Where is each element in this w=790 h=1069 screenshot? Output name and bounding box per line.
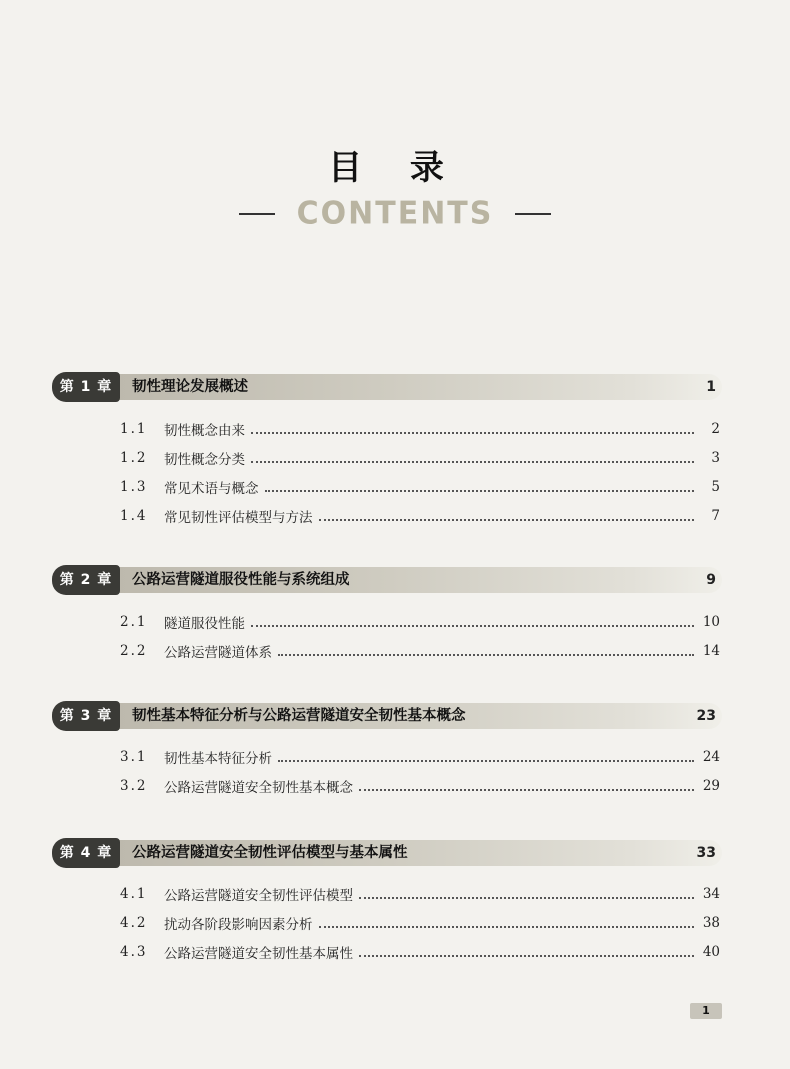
- entry-title: 韧性基本特征分析: [164, 751, 272, 767]
- chapter-label: 第 3 章: [52, 701, 120, 731]
- leader-dots: [359, 788, 694, 791]
- entry-number: 4.3: [120, 944, 148, 960]
- entry-page-number: 5: [711, 479, 720, 495]
- chapter-label: 第 1 章: [52, 372, 120, 402]
- entry-number: 3.1: [120, 749, 148, 765]
- toc-entry[interactable]: [120, 941, 720, 963]
- entry-page-number: 40: [702, 944, 720, 960]
- leader-dots: [251, 460, 694, 463]
- entry-page-number: 14: [702, 643, 720, 659]
- entry-title: 扰动各阶段影响因素分析: [164, 917, 313, 933]
- toc-entry[interactable]: [120, 883, 720, 905]
- entry-page-number: 38: [702, 915, 720, 931]
- entry-page-number: 34: [702, 886, 720, 902]
- page-subtitle: CONTENTS: [296, 195, 494, 232]
- entry-title: 常见韧性评估模型与方法: [164, 510, 313, 526]
- chapter-heading-4[interactable]: [52, 838, 722, 868]
- toc-entry[interactable]: [120, 505, 720, 527]
- entry-title: 公路运营隧道安全韧性基本概念: [164, 780, 353, 796]
- chapter-title: 韧性理论发展概述: [132, 379, 248, 395]
- toc-entry[interactable]: [120, 418, 720, 440]
- subtitle-rule-right: [515, 213, 551, 215]
- page-title: 目 录: [328, 148, 462, 188]
- subtitle-row: [0, 196, 790, 231]
- entry-page-number: 24: [702, 749, 720, 765]
- entry-number: 1.3: [120, 479, 148, 495]
- entry-page-number: 2: [711, 421, 720, 437]
- toc-entry[interactable]: [120, 476, 720, 498]
- chapter-title: 公路运营隧道安全韧性评估模型与基本属性: [132, 845, 408, 861]
- leader-dots: [319, 518, 695, 521]
- entry-page-number: 29: [702, 778, 720, 794]
- entry-number: 3.2: [120, 778, 148, 794]
- leader-dots: [265, 489, 695, 492]
- leader-dots: [278, 759, 694, 762]
- toc-entry[interactable]: [120, 640, 720, 662]
- entry-number: 2.2: [120, 643, 148, 659]
- chapter-title: 公路运营隧道服役性能与系统组成: [132, 572, 350, 588]
- leader-dots: [278, 653, 694, 656]
- entry-number: 4.2: [120, 915, 148, 931]
- entry-number: 1.1: [120, 421, 148, 437]
- chapter-label: 第 2 章: [52, 565, 120, 595]
- chapter-heading-3[interactable]: [52, 701, 722, 731]
- chapter-label: 第 4 章: [52, 838, 120, 868]
- toc-entry[interactable]: [120, 775, 720, 797]
- toc-entry[interactable]: [120, 912, 720, 934]
- entry-title: 公路运营隧道安全韧性评估模型: [164, 888, 353, 904]
- entry-title: 公路运营隧道体系: [164, 645, 272, 661]
- leader-dots: [251, 431, 694, 434]
- entry-title: 公路运营隧道安全韧性基本属性: [164, 946, 353, 962]
- chapter-page-number: 9: [706, 572, 716, 588]
- entry-title: 隧道服役性能: [164, 616, 245, 632]
- toc-entry[interactable]: [120, 746, 720, 768]
- entry-title: 韧性概念分类: [164, 452, 245, 468]
- leader-dots: [319, 925, 695, 928]
- subtitle-rule-left: [239, 213, 275, 215]
- entry-number: 2.1: [120, 614, 148, 630]
- entry-number: 1.2: [120, 450, 148, 466]
- entry-number: 4.1: [120, 886, 148, 902]
- chapter-heading-2[interactable]: [52, 565, 722, 595]
- entry-title: 韧性概念由来: [164, 423, 245, 439]
- entry-page-number: 7: [711, 508, 720, 524]
- entry-page-number: 10: [702, 614, 720, 630]
- entry-number: 1.4: [120, 508, 148, 524]
- leader-dots: [251, 624, 694, 627]
- chapter-title: 韧性基本特征分析与公路运营隧道安全韧性基本概念: [132, 708, 466, 724]
- entry-title: 常见术语与概念: [164, 481, 259, 497]
- chapter-page-number: 23: [696, 708, 716, 724]
- leader-dots: [359, 896, 694, 899]
- chapter-page-number: 33: [696, 845, 716, 861]
- page-number-badge: 1: [690, 1003, 722, 1019]
- toc-entry[interactable]: [120, 447, 720, 469]
- entry-page-number: 3: [711, 450, 720, 466]
- chapter-heading-1[interactable]: [52, 372, 722, 402]
- leader-dots: [359, 954, 694, 957]
- toc-entry[interactable]: [120, 611, 720, 633]
- chapter-page-number: 1: [706, 379, 716, 395]
